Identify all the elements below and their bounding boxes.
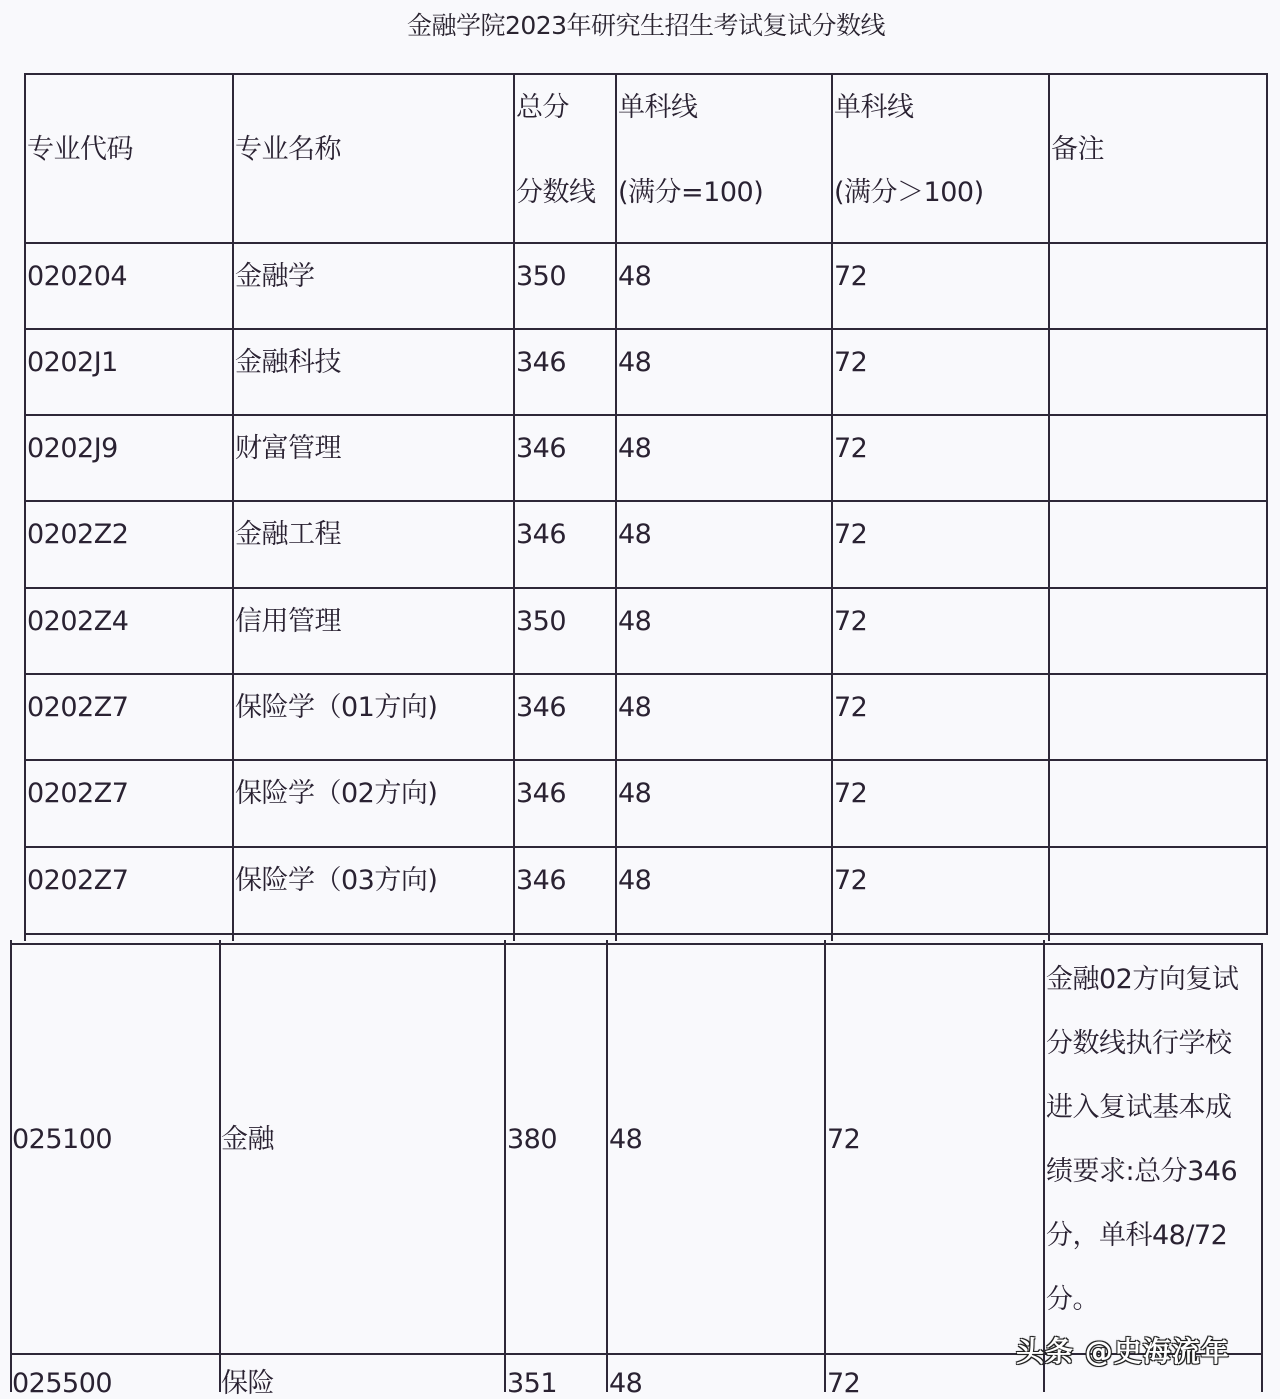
cell-single-gt100: 72 [834, 519, 868, 550]
table-border [24, 73, 1267, 75]
header-total-2: 分数线 [516, 177, 596, 208]
table-border [1266, 73, 1268, 935]
col-divider [513, 73, 515, 941]
row-divider [24, 846, 1267, 848]
cell-single100: 48 [618, 606, 652, 637]
note-line: 绩要求:总分346 [1046, 1156, 1238, 1187]
col-divider [1043, 940, 1045, 1392]
table-border [10, 943, 1263, 945]
col-divider [831, 73, 833, 941]
cell-single-gt100: 72 [827, 1124, 861, 1155]
header-single-gt100-1: 单科线 [834, 92, 914, 123]
row-divider [24, 673, 1267, 675]
cell-name: 保险学（02方向) [235, 778, 438, 809]
cell-single-gt100: 72 [834, 692, 868, 723]
table-border [24, 933, 1267, 935]
cell-total: 346 [516, 433, 567, 464]
cell-total: 346 [516, 519, 567, 550]
col-divider [1048, 73, 1050, 941]
header-single100-1: 单科线 [618, 92, 698, 123]
page-title: 金融学院2023年研究生招生考试复试分数线 [406, 11, 886, 40]
cell-single-gt100: 72 [834, 433, 868, 464]
cell-total: 346 [516, 347, 567, 378]
cell-name: 财富管理 [235, 433, 341, 464]
col-divider [606, 940, 608, 1392]
table-border [1261, 943, 1263, 1392]
row-divider [24, 242, 1267, 244]
cell-single100: 48 [609, 1368, 643, 1399]
cell-single100: 48 [618, 778, 652, 809]
row-divider [24, 414, 1267, 416]
cell-single-gt100: 72 [834, 865, 868, 896]
col-divider [615, 73, 617, 941]
cell-total: 350 [516, 606, 567, 637]
col-divider [504, 940, 506, 1392]
cell-code: 0202J9 [27, 433, 118, 464]
header-code: 专业代码 [27, 134, 133, 165]
header-single-gt100-2: (满分＞100) [834, 177, 984, 208]
watermark: 头条 @史海流年 [1016, 1335, 1230, 1368]
cell-total: 350 [516, 261, 567, 292]
header-name: 专业名称 [235, 134, 341, 165]
cell-single100: 48 [618, 433, 652, 464]
cell-single-gt100: 72 [834, 261, 868, 292]
cell-single100: 48 [618, 692, 652, 723]
cell-single-gt100: 72 [834, 606, 868, 637]
cell-code: 0202Z4 [27, 606, 129, 637]
cell-code: 020204 [27, 261, 128, 292]
cell-name: 金融学 [235, 261, 315, 292]
cell-total: 346 [516, 778, 567, 809]
cell-code: 025500 [12, 1368, 113, 1399]
cell-code: 025100 [12, 1124, 113, 1155]
cell-single-gt100: 72 [834, 778, 868, 809]
row-divider [24, 759, 1267, 761]
cell-total: 380 [507, 1124, 558, 1155]
cell-single100: 48 [618, 347, 652, 378]
note-line: 分。 [1046, 1284, 1099, 1315]
cell-name: 金融 [221, 1124, 274, 1155]
row-divider [24, 500, 1267, 502]
cell-name: 保险 [221, 1368, 274, 1399]
col-divider [24, 73, 26, 941]
cell-code: 0202Z2 [27, 519, 129, 550]
cell-code: 0202Z7 [27, 692, 129, 723]
note-line: 分数线执行学校 [1046, 1028, 1232, 1059]
row-divider [24, 587, 1267, 589]
cell-code: 0202J1 [27, 347, 118, 378]
cell-single100: 48 [618, 261, 652, 292]
note-line: 分，单科48/72 [1046, 1220, 1228, 1251]
cell-code: 0202Z7 [27, 865, 129, 896]
cell-single-gt100: 72 [827, 1368, 861, 1399]
note-line: 进入复试基本成 [1046, 1092, 1232, 1123]
cell-name: 保险学（01方向) [235, 692, 438, 723]
col-divider [10, 940, 12, 1392]
cell-single100: 48 [618, 519, 652, 550]
cell-note [1046, 948, 1260, 1332]
col-divider [232, 73, 234, 941]
col-divider [824, 940, 826, 1392]
cell-total: 346 [516, 692, 567, 723]
cell-total: 351 [507, 1368, 558, 1399]
cell-single-gt100: 72 [834, 347, 868, 378]
cell-single100: 48 [609, 1124, 643, 1155]
cell-name: 金融工程 [235, 519, 341, 550]
cell-name: 信用管理 [235, 606, 341, 637]
header-single100-2: (满分=100) [618, 177, 764, 208]
cell-name: 金融科技 [235, 347, 341, 378]
header-note: 备注 [1051, 134, 1104, 165]
row-divider [24, 328, 1267, 330]
cell-total: 346 [516, 865, 567, 896]
col-divider [219, 940, 221, 1392]
header-total-1: 总分 [516, 92, 569, 123]
cell-name: 保险学（03方向) [235, 865, 438, 896]
cell-single100: 48 [618, 865, 652, 896]
cell-code: 0202Z7 [27, 778, 129, 809]
note-line: 金融02方向复试 [1046, 964, 1239, 995]
